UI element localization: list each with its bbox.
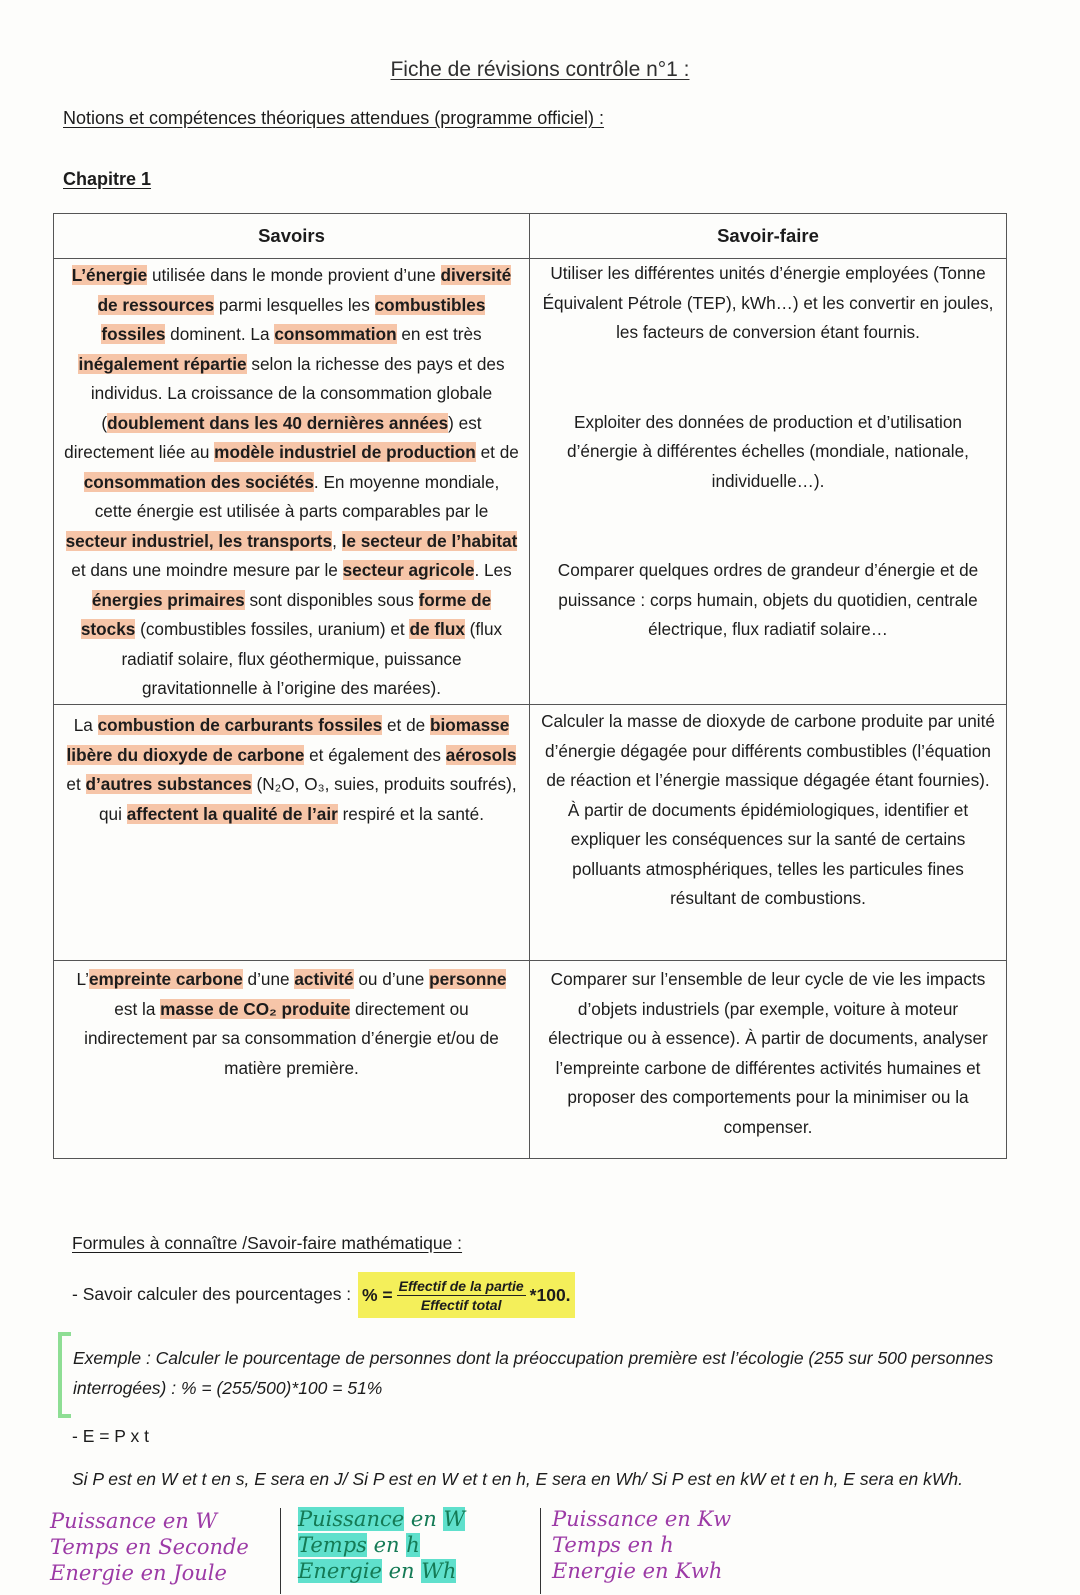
savoir-faire-carbon: Comparer sur l’ensemble de leur cycle de vie les impacts d’objets industriels (par exemple, voiture à moteur électrique ou à essence). À partir de documents, analyser l’empreinte carbone de différentes activités humaines et proposer des comportements pour la minimiser ou la compenser. [548,969,988,1137]
formula-suffix: *100. [529,1284,571,1305]
text: utilisée dans le monde provient d’une [147,265,441,285]
hw-line: Energie en Kwh [552,1559,723,1583]
hw-line: Temps en Seconde [50,1535,249,1559]
text: selon la richesse des pays et des individus. La croissance de la consommation globale ( [90,353,505,433]
formulas-heading: Formules à connaître /Savoir-faire mathématique : [72,1233,463,1253]
savoirs-cell-1 [54,259,530,705]
savoir-faire-co2: Calculer la masse de dioxyde de carbone produite par unité d’énergie dégagée pour différents combustibles (l’équation de réaction et l’énergie massique dégagée étant fournies). À partir de documents épidémiologiques, identifier et expliquer les conséquences sur la santé de certains polluants atmosphériques, telles les particules fines résultant de combustions. [541,711,995,908]
text: et [66,774,86,794]
hw-line: Puissance en W [50,1509,218,1533]
chapter-heading: Chapitre 1 [63,169,152,189]
handwritten-col-1 [50,1508,249,1586]
divider [280,1508,281,1594]
hw-line [298,1532,465,1558]
text: respiré et la santé. [337,803,484,824]
hw-word: Puissance [298,1507,405,1531]
highlight: empreinte carbone [88,969,243,989]
hw-word: en [381,1559,422,1583]
hw-word: Wh [421,1559,457,1583]
text: La [73,715,98,735]
header-savoirs: Savoirs [54,214,530,259]
text: (flux radiatif solaire, flux géothermique, puissance gravitationnelle à l’origine des marées). [121,619,503,698]
page-title: Fiche de révisions contrôle n°1 : [390,58,690,81]
table-row [54,961,1007,1159]
highlight: d’autres substances [85,774,252,794]
savoir-faire-cell-3 [530,961,1007,1159]
highlight: modèle industriel de production [214,442,476,462]
highlight: forme de stocks [80,589,492,639]
text: . Les [474,560,512,580]
hw-line [298,1506,465,1532]
highlight: affectent la qualité de l’air [126,803,338,824]
hw-word: Temps [298,1533,367,1557]
handwritten-col-3 [552,1506,731,1584]
formula-denominator: Effectif total [420,1296,502,1313]
hw-line: Temps en h [552,1533,674,1557]
chapter-table [53,213,1007,1159]
text: ) est directement liée au [64,412,482,462]
highlight: de flux [409,619,465,639]
highlight: aérosols [445,744,517,765]
text: en est très [396,324,482,344]
highlight: activité [294,969,354,989]
text: et de [382,715,430,735]
savoir-faire-cell-2 [530,705,1007,961]
notions-heading: Notions et compétences théoriques attendues (programme officiel) : [63,108,604,128]
highlight: le secteur de l’habitat [341,530,518,551]
text: (combustibles fossiles, uranium) et [135,619,410,639]
highlight: doublement dans les 40 dernières années [107,412,449,433]
units-rule: Si P est en W et t en s, E sera en J/ Si P est en W et t en h, E sera en Wh/ Si P est en kW et t en h, E sera en kWh. [72,1469,963,1489]
hw-line [298,1558,465,1584]
hw-word: Energie [298,1559,382,1583]
highlight: inégalement répartie [78,353,247,374]
highlight: personne [429,969,507,989]
hw-line: Energie en Joule [50,1561,227,1585]
text: parmi lesquelles les [214,294,375,315]
highlight: consommation [274,324,397,344]
savoir-faire-cell-1 [530,259,1007,705]
percentage-label: - Savoir calculer des pourcentages : [72,1284,352,1304]
highlight: secteur agricole [342,560,475,580]
highlight: secteur industriel, les transports [65,530,333,551]
savoirs-cell-3 [54,961,530,1159]
header-savoir-faire: Savoir-faire [530,214,1007,259]
highlight: biomasse libère du dioxyde de carbone [66,715,510,765]
formula-numerator: Effectif de la partie [398,1277,524,1294]
table-row [54,259,1007,705]
highlight: L’énergie [71,265,148,285]
text: (N₂O, O₃, suies, produits soufrés), qui [99,774,517,824]
text: L’ [76,969,89,989]
formula-fraction [397,1277,526,1314]
text: . En moyenne mondiale, cette énergie est utilisée à parts comparables par le [94,471,500,521]
text: sont disponibles sous [244,589,419,610]
example-bracket [58,1332,71,1418]
highlight: diversité de ressources [97,265,512,315]
savoir-faire-units: Utiliser les différentes unités d’énergie employées (Tonne Équivalent Pétrole (TEP), kWh…) et les convertir en joules, les facteurs de conversion étant fournis. [542,263,994,342]
text: directement ou indirectement par sa consommation d’énergie et/ou de matière première. [84,998,499,1078]
text: et également des [304,744,446,765]
table-header-row [54,214,1007,259]
savoir-faire-orders: Comparer quelques ordres de grandeur d’énergie et de puissance : corps humain, objets du quotidien, centrale électrique, flux radiatif solaire… [557,560,979,639]
energy-formula: - E = P x t [72,1426,149,1446]
highlight: consommation des sociétés [83,471,314,492]
hw-line: Puissance en Kw [552,1507,732,1531]
hw-word: h [406,1533,420,1557]
text: et de [475,442,519,462]
percentage-formula [358,1272,575,1318]
text: ou d’une [353,969,430,989]
text: dominent. La [165,324,275,344]
example-text: Exemple : Calculer le pourcentage de personnes dont la préoccupation première est l’écologie (255 sur 500 personnes interrogées) : % = (255/500)*100 = 51% [73,1348,994,1398]
formula-prefix: % = [362,1284,393,1305]
text: , [332,530,342,551]
highlight: énergies primaires [91,589,245,610]
hw-word: W [443,1507,466,1531]
highlight: combustion de carburants fossiles [97,715,383,735]
handwritten-col-2 [298,1506,465,1584]
table-row [54,705,1007,961]
divider [540,1508,541,1594]
savoirs-cell-2 [54,705,530,961]
savoir-faire-data: Exploiter des données de production et d’utilisation d’énergie à différentes échelles (mondiale, nationale, individuelle…). [567,411,969,491]
text: et dans une moindre mesure par le [71,560,343,580]
text: est la [114,998,161,1019]
hw-word: en [404,1507,444,1531]
highlight: masse de CO₂ produite [160,998,351,1019]
text: d’une [242,969,295,989]
hw-word: en [366,1533,407,1557]
highlight: combustibles fossiles [101,294,486,344]
